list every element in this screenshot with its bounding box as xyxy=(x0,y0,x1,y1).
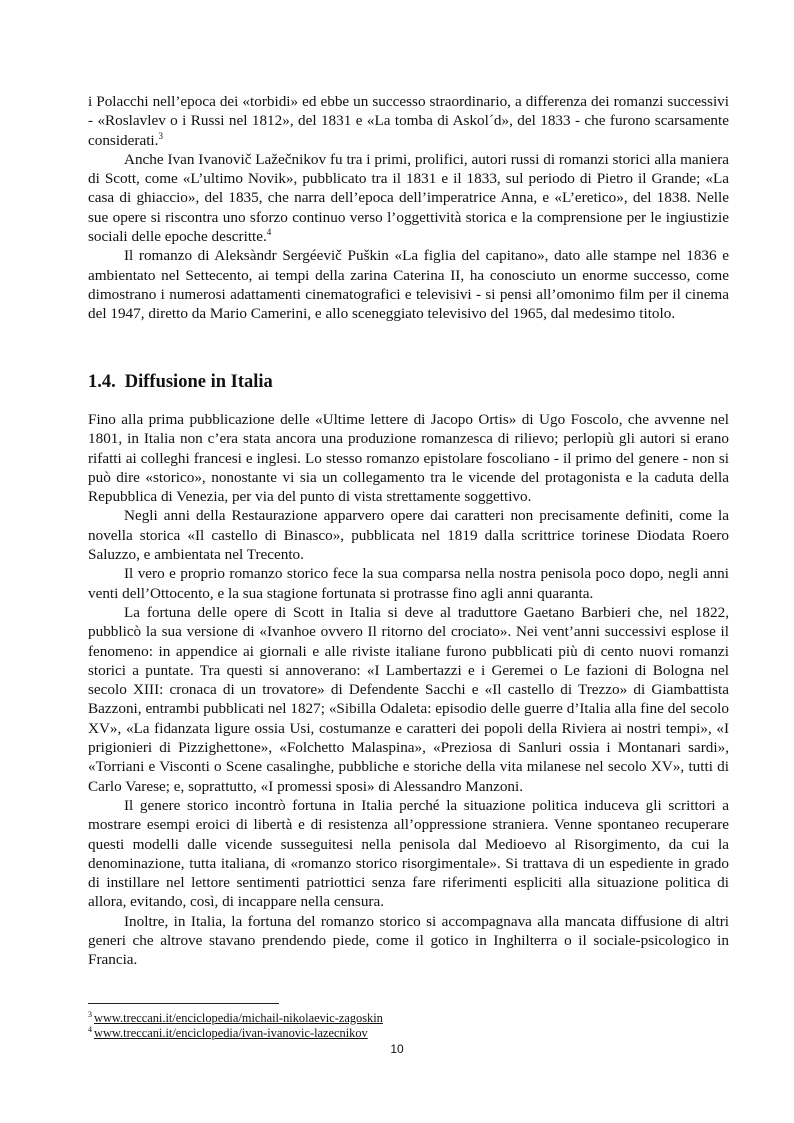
footnote-mark: 3 xyxy=(88,1010,92,1019)
footnote xyxy=(88,1026,383,1041)
footnotes xyxy=(88,1011,383,1041)
footnote-link[interactable]: www.treccani.it/enciclopedia/ivan-ivanovic-lazecnikov xyxy=(94,1026,368,1040)
paragraph: Il vero e proprio romanzo storico fece la sua comparsa nella nostra penisola poco dopo, negli anni venti dell’Ottocento, e la sua stagione fortunata si protrasse fino agli anni quaranta. xyxy=(88,565,729,602)
section-title: Diffusione in Italia xyxy=(124,372,273,392)
paragraph: Negli anni della Restaurazione apparvero opere dai caratteri non precisamente definiti, come la novella storica «Il castello di Binasco», pubblicata nel 1819 dalla scrittrice torinese Diodata Roero Saluzzo, e ambientata nel Trecento. xyxy=(88,507,729,564)
page-number: 10 xyxy=(390,1042,404,1056)
footnote-link[interactable]: www.treccani.it/enciclopedia/michail-nikolaevic-zagoskin xyxy=(94,1011,383,1025)
footnote-divider xyxy=(88,1003,279,1004)
footnote-ref[interactable]: 3 xyxy=(158,130,163,141)
paragraph: Anche Ivan Ivanovič Lažečnikov fu tra i primi, prolifici, autori russi di romanzi storici alla maniera di Scott, come «L’ultimo Novik», pubblicato tra il 1831 e il 1833, sul periodo di Pietro il Grande; «La casa di ghiaccio», del 1835, che narra dell’epoca dell’imperatrice Anna, e «L’eretico», del 1838. Nelle sue opere si riscontra uno sforzo continuo verso l’oggettività storica e la comprensione per le ingiustizie sociali delle epoche descritte.$^4$ xyxy=(88,150,729,246)
section-number: 1.4. xyxy=(88,372,116,392)
section-heading xyxy=(88,372,273,393)
paragraph: Inoltre, in Italia, la fortuna del romanzo storico si accompagnava alla mancata diffusione di altri generi che altrove stavano prendendo piede, come il gotico in Inghilterra o il sociale-psicologico in Francia. xyxy=(88,912,729,969)
body-text-section xyxy=(88,410,729,970)
footnote xyxy=(88,1011,383,1026)
footnote-ref[interactable]: 4 xyxy=(266,227,272,238)
paragraph: La fortuna delle opere di Scott in Italia si deve al traduttore Gaetano Barbieri che, nel 1822, pubblicò la sua versione di «Ivanhoe ovvero Il ritorno del crociato». Nei vent’anni successivi esplose il fenomeno: in appendice ai giornali e alle riviste italiane furono pubblicati più di cento nuovi romanzi storici a puntate. Tra questi si annoverano: «I Lambertazzi e i Geremei o Le fazioni di Bologna nel secolo XIII: cronaca di un trovatore» di Defendente Sacchi e «Il castello di Trezzo» di Giambattista Bazzoni, entrambi pubblicati nel 1827; «Sibilla Odaleta: episodio delle guerre d’Italia alla fine del secolo XV», «La fidanzata ligure ossia Usi, costumanze e caratteri dei popoli della Riviera ai nostri tempi», «I prigionieri di Pizzighettone», «Folchetto Malaspina», «Preziosa di Sanluri ossia i Montanari sardi», «Torriani e Visconti o Scene casalinghe, pubbliche e storiche della vita milanese nel secolo XV», tutti di Carlo Varese; e, soprattutto, «I promessi sposi» di Alessandro Manzoni. xyxy=(88,603,729,795)
paragraph: Fino alla prima pubblicazione delle «Ultime lettere di Jacopo Ortis» di Ugo Foscolo, che avvenne nel 1801, in Italia non c’era stata ancora una produzione romanzesca di rilievo; perlopiù gli autori si erano rifatti ai colleghi francesi e inglesi. Lo stesso romanzo epistolare foscoliano - il primo del genere - non si può dire «storico», nonostante vi sia un collegamento tra le vicende del protagonista e la caduta della Repubblica di Venezia, per via del punto di vista strettamente soggettivo. xyxy=(88,411,729,506)
paragraph: Il genere storico incontrò fortuna in Italia perché la situazione politica induceva gli scrittori a mostrare esempi eroici di libertà e di resistenza all’oppressione straniera. Venne spontaneo recuperare questi modelli dalle vicende susseguitesi nella penisola dal Medioevo al Risorgimento, da cui la denominazione, tutta italiana, di «romanzo storico risorgimentale». Si trattava di un espediente in grado di instillare nel lettore sentimenti patriottici senza fare riferimenti espliciti alla situazione politica di allora, evitando, così, di incappare nella censura. xyxy=(88,796,729,911)
footnote-mark: 4 xyxy=(88,1025,92,1034)
paragraph: i Polacchi nell’epoca dei «torbidi» ed ebbe un successo straordinario, a differenza dei romanzi successivi - «Roslavlev o i Russi nel 1812», del 1831 e «La tomba di Askol´d», del 1833 - che furono scarsamente considerati.$^3$ xyxy=(88,93,729,149)
body-text-top xyxy=(88,92,729,324)
paragraph: Il romanzo di Aleksàndr Sergéevič Puškin «La figlia del capitano», dato alle stampe nel 1836 e ambientato nel Settecento, ai tempi della zarina Caterina II, ha conosciuto un enorme successo, come dimostrano i numerosi adattamenti cinematografici e televisivi - si pensi all’omonimo film per il cinema del 1947, diretto da Mario Camerini, e allo sceneggiato televisivo del 1965, dal medesimo titolo. xyxy=(88,247,729,323)
